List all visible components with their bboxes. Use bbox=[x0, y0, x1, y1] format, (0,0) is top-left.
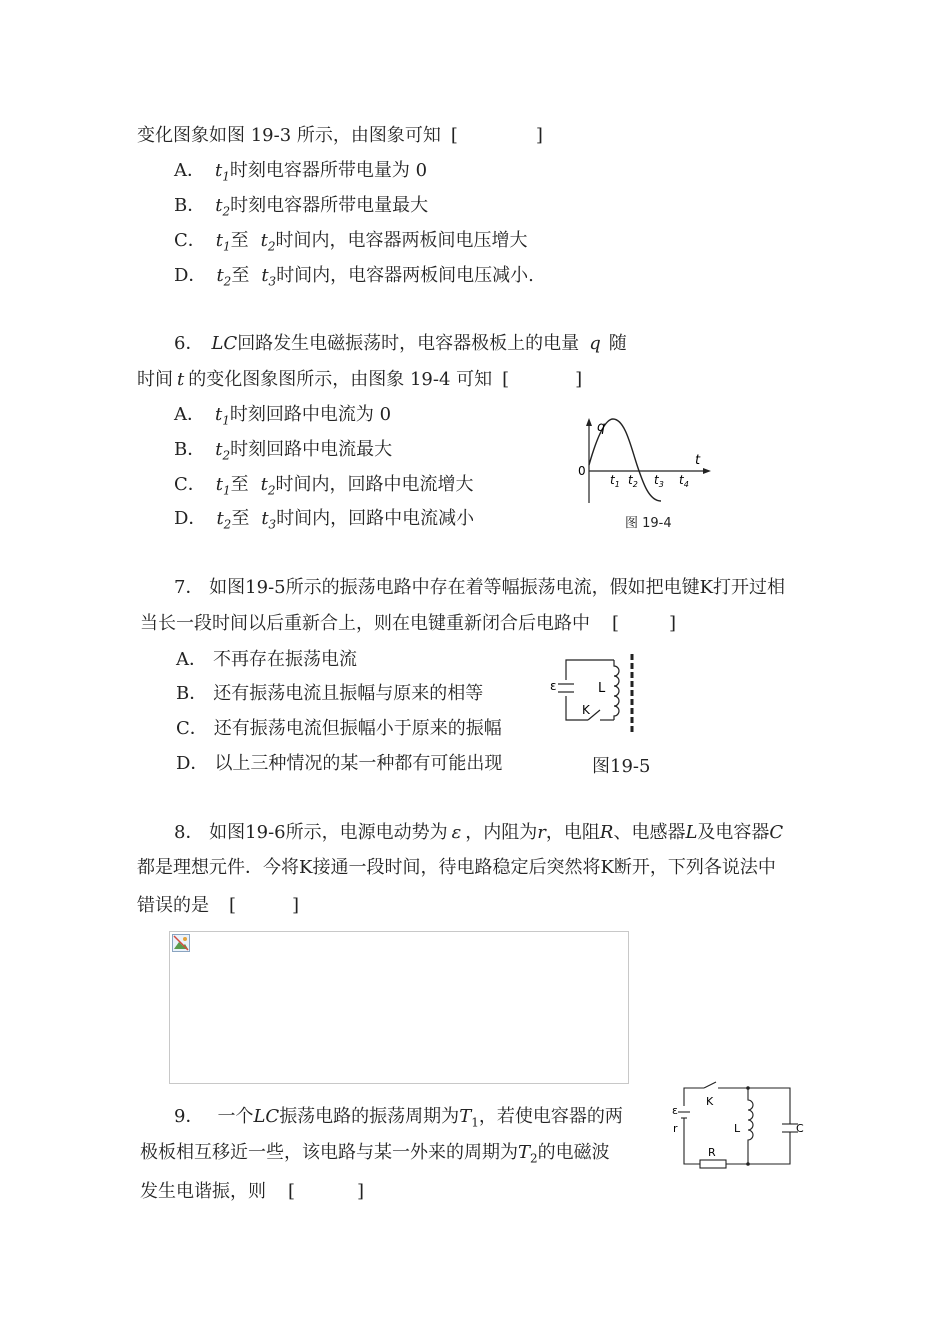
figure-19-6-placeholder bbox=[169, 931, 629, 1084]
emf-label: ε bbox=[672, 1104, 678, 1117]
wire-top-right bbox=[718, 1088, 790, 1124]
figure-19-5-caption: 图19-5 bbox=[592, 756, 651, 777]
q9-line1: 9． 一个LC振荡电路的振荡周期为$T_1$，若使电容器的两 bbox=[174, 1106, 623, 1130]
q9-line3: 发生电谐振，则 [ ] bbox=[140, 1181, 365, 1202]
q5-option-d: D． $t_2$至 $t_3$时间内，电容器两板间电压减小. bbox=[174, 265, 534, 289]
q8-line3: 错误的是 [ ] bbox=[137, 895, 300, 916]
resistor-label: R bbox=[708, 1146, 716, 1159]
switch-k bbox=[704, 1082, 716, 1088]
q7-line2: 当长一段时间以后重新合上，则在电键重新闭合后电路中 [ ] bbox=[140, 613, 677, 634]
inductor-label: L bbox=[598, 681, 606, 696]
q7-option-c: C． 还有振荡电流但振幅小于原来的振幅 bbox=[176, 718, 502, 739]
t-axis-arrow-icon bbox=[703, 468, 711, 474]
q6-option-b: B． $t_2$时刻回路中电流最大 bbox=[174, 439, 393, 463]
q5-option-a: A． $t_1$时刻电容器所带电量为 0 bbox=[174, 160, 428, 184]
wire-top bbox=[566, 660, 614, 680]
internal-resistance-label: r bbox=[673, 1122, 678, 1135]
q7-option-a: A． 不再存在振荡电流 bbox=[176, 649, 357, 670]
q-axis-arrow-icon bbox=[586, 418, 592, 426]
q5-option-c: C． $t_1$至 $t_2$时间内，电容器两板间电压增大 bbox=[174, 230, 528, 254]
wire-top-left bbox=[684, 1088, 704, 1106]
figure-19-4-caption: 图 19-4 bbox=[625, 516, 672, 531]
tick-t4: $t_4$ bbox=[679, 473, 689, 489]
q9-line2: 极板相互移近一些，该电路与某一外来的周期为$T_2$的电磁波 bbox=[140, 1142, 610, 1166]
switch-label: K bbox=[706, 1095, 714, 1108]
q8-line1: 8． 如图19-6所示，电源电动势为 ε ，内阻为r，电阻R、电感器L及电容器C bbox=[174, 822, 784, 843]
inductor-coil bbox=[748, 1088, 753, 1164]
q7-option-b: B． 还有振荡电流且振幅与原来的相等 bbox=[176, 683, 484, 704]
inductor-coil bbox=[614, 660, 619, 720]
q-axis-label: q bbox=[597, 420, 606, 435]
q6-option-d: D． $t_2$至 $t_3$时间内，回路中电流减小 bbox=[174, 508, 475, 532]
q7-option-d: D． 以上三种情况的某一种都有可能出现 bbox=[176, 753, 503, 774]
resistor bbox=[700, 1160, 726, 1168]
q5-option-b: B． $t_2$时刻电容器所带电量最大 bbox=[174, 195, 429, 219]
wire-bottom bbox=[684, 1130, 790, 1164]
origin-label: 0 bbox=[578, 464, 586, 478]
q7-line1: 7． 如图19-5所示的振荡电路中存在着等幅振荡电流，假如把电键K打开过相 bbox=[174, 577, 786, 598]
q6-option-a: A． $t_1$时刻回路中电流为 0 bbox=[174, 404, 392, 428]
inductor-label: L bbox=[734, 1122, 741, 1135]
t-axis-label: t bbox=[695, 453, 701, 468]
figure-19-6-circuit bbox=[670, 1080, 810, 1170]
tick-t3: $t_3$ bbox=[654, 473, 664, 489]
q5-intro: 变化图象如图 19-3 所示，由图象可知 [ ] bbox=[137, 125, 543, 146]
capacitor-label: C bbox=[796, 1122, 804, 1135]
switch-label: K bbox=[582, 703, 590, 717]
tick-t2: $t_2$ bbox=[628, 473, 638, 489]
emf-label: ε bbox=[550, 679, 557, 693]
q6-line2: 时间 t 的变化图象图所示，由图象 19-4 可知 [ ] bbox=[137, 369, 583, 390]
q6-option-c: C． $t_1$至 $t_2$时间内，回路中电流增大 bbox=[174, 474, 474, 498]
broken-image-icon bbox=[172, 934, 190, 952]
figure-19-5-circuit bbox=[550, 652, 650, 734]
q8-line2: 都是理想元件．今将K接通一段时间，待电路稳定后突然将K断开，下列各说法中 bbox=[137, 857, 776, 878]
figure-19-4-graph bbox=[575, 415, 720, 507]
q6-line1: 6． LC回路发生电磁振荡时，电容器极板上的电量 q 随 bbox=[174, 333, 627, 354]
tick-t1: $t_1$ bbox=[610, 473, 620, 489]
